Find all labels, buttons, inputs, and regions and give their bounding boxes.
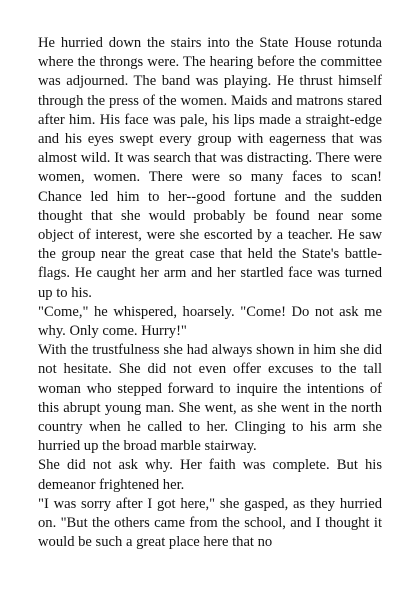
paragraph-4: She did not ask why. Her faith was complete. But his demeanor frightened her. — [38, 457, 382, 493]
paragraph-2: "Come," he whispered, hoarsely. "Come! Do not ask me why. Only come. Hurry!" — [38, 303, 382, 340]
paragraph-1: He hurried down the stairs into the State House rotunda where the throngs were. The hearing before the committee was adjourned. The band was playing. He thrust himself through the press of the women. Maids and matrons stared after him. His face was pale, his lips made a straight-edge and his eyes swept every group with eagerness that was almost wild. It was search that was distracting. There were women, women. There were so many faces to scan! Chance led him to her--good fortune and the sudden thought that she would probably be found near some object of interest, were she escorted by a teacher. He saw the group near the great case that held the State's battle-flags. He caught her arm and her startled face was turned up to his. — [38, 35, 382, 301]
book-page — [38, 34, 382, 552]
paragraph-5: "I was sorry after I got here," she gasped, as they hurried on. "But the others came from the school, and I thought it would be such a great place here that no — [38, 495, 382, 551]
paragraph-3: With the trustfulness she had always shown in him she did not hesitate. She did not even offer excuses to the tall woman who stepped forward to inquire the intentions of this abrupt young man. She went, as she went in the north country when he called to her. Clinging to his arm she hurried up the broad marble stairway. — [38, 342, 382, 455]
